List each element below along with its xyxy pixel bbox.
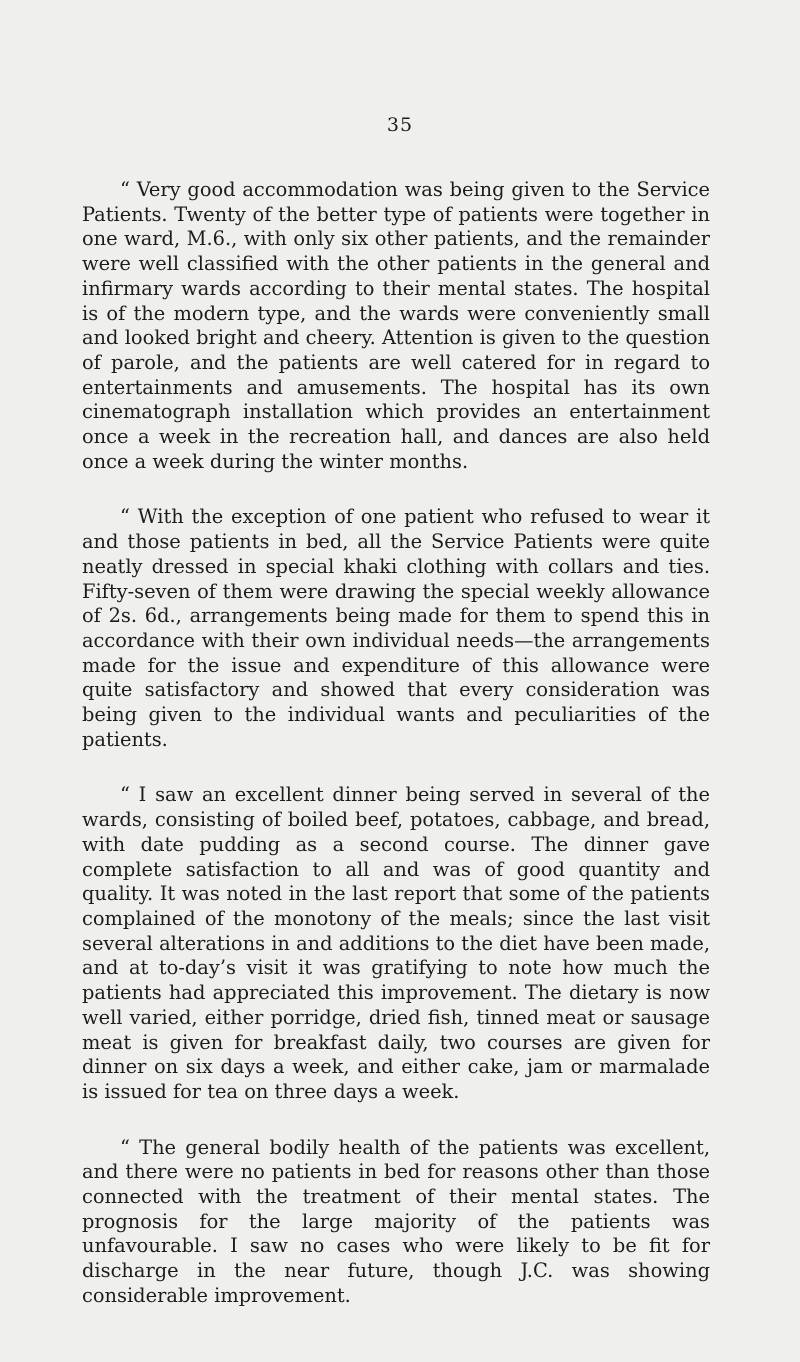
paragraph-dinner-diet: “ I saw an excellent dinner being served in several of the wards, consisting of boiled beef, potatoes, cabbage, and bread, with date pudding as a second course. The dinner gave complete satisfaction to all and was of good quantity and quality. It was noted in the last report that some of the patients complained of the monotony of the meals; since the last visit several alterations in and additions to the diet have been made, and at to-day’s visit it was gratifying to note how much the patients had appreciated this improvement. The dietary is now well varied, either porridge, dried fish, tinned meat or sausage meat is given for breakfast daily, two courses are given for dinner on six days a week, and either cake, jam or marmalade is issued for tea on three days a week. bbox=[82, 783, 710, 1103]
paragraph-clothing-allowance: “ With the exception of one patient who refused to wear it and those patients in bed, all the Service Patients were quite neatly dressed in special khaki clothing with collars and ties. Fifty-seven of them were drawing the special weekly allowance of 2s. 6d., arrangements being made for them to spend this in accordance with their own individual needs—the arrangements made for the issue and expenditure of this allowance were quite satisfactory and showed that every consideration was being given to the individual wants and peculiarities of the patients. bbox=[82, 505, 710, 751]
body-text bbox=[82, 178, 710, 1309]
paragraph-accommodation: “ Very good accommodation was being given to the Service Patients. Twenty of the better type of patients were together in one ward, M.6., with only six other patients, and the remainder were well classified with the other patients in the general and infirmary wards according to their mental states. The hospital is of the modern type, and the wards were conveniently small and looked bright and cheery. Attention is given to the question of parole, and the patients are well catered for in regard to entertainments and amusements. The hospital has its own cinematograph installation which provides an entertainment once a week in the recreation hall, and dances are also held once a week during the winter months. bbox=[82, 178, 710, 473]
paragraph-bodily-health: “ The general bodily health of the patients was excellent, and there were no patients in bed for reasons other than those connected with the treatment of their mental states. The prognosis for the large majority of the patients was unfavourable. I saw no cases who were likely to be fit for discharge in the near future, though J.C. was showing considerable improvement. bbox=[82, 1135, 710, 1307]
page-number: 35 bbox=[386, 114, 414, 136]
